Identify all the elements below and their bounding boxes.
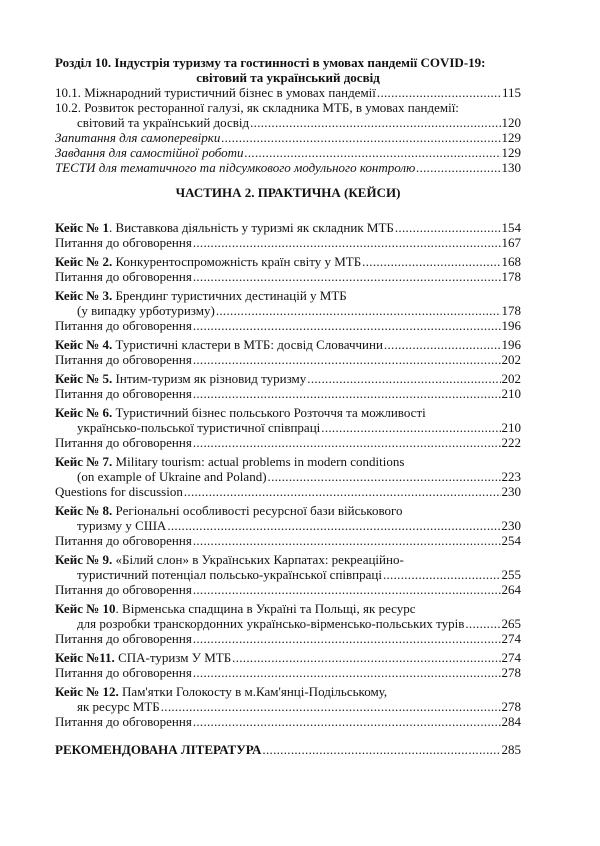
dot-leader [362, 254, 500, 269]
case-title: «Білий слон» в Українських Карпатах: рекреаційно- [115, 552, 404, 567]
case-entry [55, 254, 521, 288]
case-title-line[interactable] [55, 254, 521, 269]
case-entry [55, 503, 521, 552]
case-label: Кейс № 3. [55, 288, 113, 303]
page-number: 178 [501, 269, 521, 284]
case-entry [55, 405, 521, 454]
case-heading [55, 454, 404, 469]
case-heading [55, 552, 404, 567]
case-discussion-questions[interactable] [55, 435, 521, 450]
section-10-title-line2: світовий та український досвід [196, 70, 380, 85]
case-title-continuation[interactable] [55, 616, 521, 631]
discussion-label: Питання до обговорення [55, 665, 192, 680]
page-number: 274 [501, 631, 521, 646]
case-title-cont: (у випадку урботуризму) [77, 303, 215, 318]
case-title-cont: туристичний потенціал польсько-української співпраці [77, 567, 382, 582]
case-heading [55, 503, 403, 518]
case-title-line [55, 454, 521, 469]
dot-leader [193, 665, 501, 680]
toc-entry-10-2[interactable]: світовий та український досвід ..... 120 [55, 115, 521, 130]
case-title-cont: для розробки транскордонних українсько-вірменсько-польських турів [77, 616, 465, 631]
toc-entry-self-work[interactable]: Завдання для самостійної роботи ..... 129 [55, 145, 521, 160]
case-discussion-questions[interactable] [55, 631, 521, 646]
case-label: Кейс № 4. [55, 337, 113, 352]
page-number: 202 [501, 371, 521, 386]
discussion-label: Питання до обговорення [55, 352, 192, 367]
page-number: 120 [501, 115, 521, 130]
page-number: 254 [501, 533, 521, 548]
page-number: 230 [501, 518, 521, 533]
case-title-continuation[interactable] [55, 420, 521, 435]
page-number: 178 [501, 303, 521, 318]
case-title-cont: українсько-польської туристичної співпраці [77, 420, 321, 435]
case-title-line [55, 288, 521, 303]
case-heading [55, 684, 387, 699]
page-number: 130 [501, 160, 521, 175]
page-number: 278 [501, 699, 521, 714]
dot-leader [245, 145, 501, 160]
dot-leader [167, 518, 500, 533]
dot-leader [193, 235, 501, 250]
case-heading [55, 337, 383, 352]
dot-leader [193, 631, 501, 646]
case-title: Брендинг туристичних дестинацій у МТБ [115, 288, 347, 303]
dot-leader [465, 616, 500, 631]
dot-leader [193, 386, 501, 401]
dot-leader [395, 220, 501, 235]
page-number: 129 [501, 130, 521, 145]
dot-leader [262, 742, 500, 757]
page-number: 285 [501, 742, 521, 757]
case-title-line[interactable] [55, 220, 521, 235]
page-number: 223 [501, 469, 521, 484]
case-entry [55, 650, 521, 684]
case-discussion-questions[interactable] [55, 269, 521, 284]
case-title-continuation[interactable] [55, 303, 521, 318]
case-discussion-questions[interactable] [55, 352, 521, 367]
case-discussion-questions[interactable] [55, 235, 521, 250]
case-discussion-questions[interactable] [55, 484, 521, 499]
dot-leader [193, 435, 501, 450]
case-heading [55, 371, 306, 386]
case-entry [55, 454, 521, 503]
dot-leader [193, 582, 501, 597]
case-heading [55, 650, 231, 665]
page-number: 196 [501, 318, 521, 333]
discussion-label: Питання до обговорення [55, 269, 192, 284]
case-title-line[interactable] [55, 337, 521, 352]
case-label: Кейс № 12. [55, 684, 119, 699]
page-number: 264 [501, 582, 521, 597]
case-title: Пам'ятки Голокосту в м.Кам'янці-Подільському, [122, 684, 388, 699]
toc-entry-10-1[interactable]: 10.1. Міжнародний туристичний бізнес в умовах пандемії ..... 115 [55, 85, 521, 100]
case-label: Кейс №11. [55, 650, 115, 665]
case-title: Інтим-туризм як різновид туризму [115, 371, 307, 386]
toc-entry-10-2-line1: 10.2. Розвиток ресторанної галузі, як складника МТБ, в умовах пандемії: [55, 100, 459, 115]
discussion-label: Questions for discussion [55, 484, 183, 499]
discussion-label: Питання до обговорення [55, 533, 192, 548]
dot-leader [250, 115, 500, 130]
case-heading [55, 220, 394, 235]
dot-leader [184, 484, 501, 499]
dot-leader [384, 337, 501, 352]
case-label: Кейс № 5. [55, 371, 113, 386]
dot-leader [416, 160, 500, 175]
case-discussion-questions[interactable] [55, 714, 521, 729]
case-separator: . [109, 220, 116, 235]
dot-leader [193, 318, 501, 333]
case-entry [55, 684, 521, 729]
case-discussion-questions[interactable] [55, 582, 521, 597]
case-title-line [55, 552, 521, 567]
discussion-label: Питання до обговорення [55, 631, 192, 646]
page-number: 202 [501, 352, 521, 367]
section-10-title-line1: Розділ 10. Індустрія туризму та гостинності в умовах пандемії COVID-19: [55, 55, 486, 70]
case-title-line[interactable] [55, 371, 521, 386]
dot-leader [193, 352, 501, 367]
page-number: 129 [501, 145, 521, 160]
page-number: 278 [501, 665, 521, 680]
discussion-label: Питання до обговорення [55, 435, 192, 450]
case-title: Туристичні кластери в МТБ: досвід Словаччини [115, 337, 383, 352]
case-label: Кейс № 10 [55, 601, 116, 616]
page-number: 154 [501, 220, 521, 235]
dot-leader [307, 371, 500, 386]
case-discussion-questions[interactable] [55, 386, 521, 401]
cases-list [55, 220, 521, 729]
section-10 [55, 55, 521, 175]
toc-entry-tests[interactable]: ТЕСТИ для тематичного та підсумкового модульного контролю ..... 130 [55, 160, 521, 175]
case-entry [55, 288, 521, 337]
page-number: 115 [501, 85, 521, 100]
dot-leader [321, 420, 500, 435]
case-title-line [55, 405, 521, 420]
toc-entry-literature[interactable]: РЕКОМЕНДОВАНА ЛІТЕРАТУРА ..... 285 [55, 742, 521, 757]
case-title-cont: туризму у США [77, 518, 167, 533]
case-label: Кейс № 8. [55, 503, 113, 518]
page-number: 210 [501, 420, 521, 435]
discussion-label: Питання до обговорення [55, 235, 192, 250]
case-label: Кейс № 9. [55, 552, 113, 567]
page-number: 284 [501, 714, 521, 729]
dot-leader [193, 269, 501, 284]
case-entry [55, 220, 521, 254]
case-title-cont: (on example of Ukraine and Poland) [77, 469, 267, 484]
case-entry [55, 371, 521, 405]
case-heading [55, 601, 416, 616]
case-title-line [55, 684, 521, 699]
discussion-label: Питання до обговорення [55, 386, 192, 401]
case-discussion-questions[interactable] [55, 533, 521, 548]
case-title-continuation[interactable] [55, 518, 521, 533]
discussion-label: Питання до обговорення [55, 714, 192, 729]
page-number: 222 [501, 435, 521, 450]
case-label: Кейс № 6. [55, 405, 113, 420]
case-title-line [55, 601, 521, 616]
dot-leader [193, 714, 501, 729]
page-number: 255 [501, 567, 521, 582]
case-heading [55, 405, 426, 420]
toc-entry-self-check[interactable]: Запитання для самоперевірки ..... 129 [55, 130, 521, 145]
case-title: Туристичний бізнес польського Розточчя та можливості [115, 405, 426, 420]
case-heading [55, 254, 361, 269]
case-heading [55, 288, 347, 303]
discussion-label: Питання до обговорення [55, 582, 192, 597]
dot-leader [383, 567, 501, 582]
case-entry [55, 552, 521, 601]
part-2-heading: ЧАСТИНА 2. ПРАКТИЧНА (КЕЙСИ) [175, 185, 401, 200]
case-entry [55, 601, 521, 650]
page-number: 265 [501, 616, 521, 631]
dot-leader [193, 533, 501, 548]
discussion-label: Питання до обговорення [55, 318, 192, 333]
dot-leader [232, 650, 500, 665]
literature-section [55, 742, 521, 757]
case-title: Вірменська спадщина в Україні та Польщі, як ресурс [122, 601, 416, 616]
page-number: 168 [501, 254, 521, 269]
case-title-continuation[interactable] [55, 567, 521, 582]
case-discussion-questions[interactable] [55, 318, 521, 333]
dot-leader [268, 469, 501, 484]
page-number: 196 [501, 337, 521, 352]
case-title-continuation[interactable] [55, 699, 521, 714]
case-title: Military tourism: actual problems in modern conditions [115, 454, 405, 469]
case-title-continuation[interactable] [55, 469, 521, 484]
case-label: Кейс № 7. [55, 454, 113, 469]
case-title-cont: як ресурс МТБ [77, 699, 160, 714]
case-label: Кейс № 2. [55, 254, 113, 269]
case-entry [55, 337, 521, 371]
case-title: СПА-туризм У МТБ [118, 650, 232, 665]
case-discussion-questions[interactable] [55, 665, 521, 680]
case-title-line[interactable] [55, 650, 521, 665]
dot-leader [216, 303, 501, 318]
dot-leader [161, 699, 501, 714]
page-number: 274 [501, 650, 521, 665]
case-title: Виставкова діяльність у туризмі як складник МТБ [115, 220, 394, 235]
page-number: 210 [501, 386, 521, 401]
case-title: Конкурентоспроможність країн світу у МТБ [115, 254, 362, 269]
case-title-line [55, 503, 521, 518]
dot-leader [377, 85, 501, 100]
dot-leader [221, 130, 500, 145]
page-number: 167 [501, 235, 521, 250]
case-title: Регіональні особливості ресурсної бази військового [115, 503, 403, 518]
case-separator: . [115, 601, 123, 616]
page-number: 230 [501, 484, 521, 499]
case-label: Кейс № 1 [55, 220, 110, 235]
